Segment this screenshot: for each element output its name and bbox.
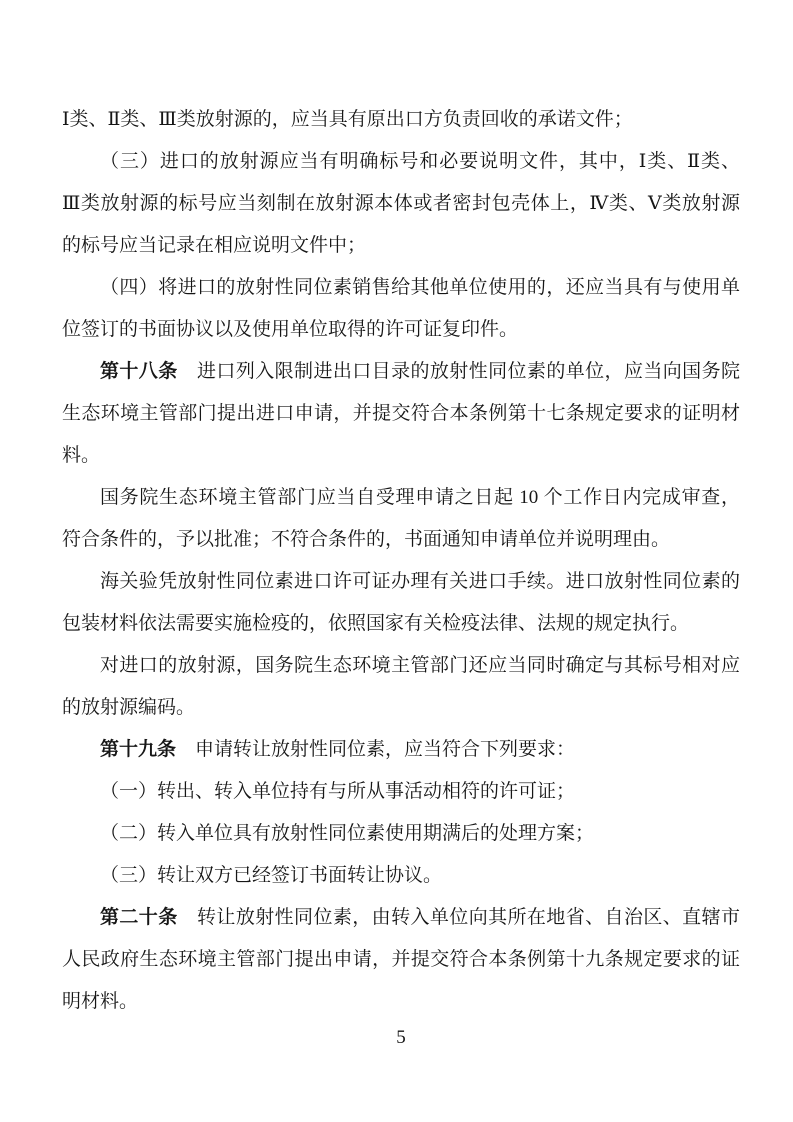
text-line [62, 267, 740, 309]
text-segment: 符合条件的，予以批准；不符合条件的，书面通知申请单位并说明理由。 [62, 529, 671, 550]
text-segment: （三）转让双方已经签订书面转让协议。 [100, 865, 443, 886]
text-line [62, 141, 740, 183]
text-line [62, 309, 740, 351]
text-segment: 国务院生态环境主管部门应当自受理申请之日起 10 个工作日内完成审查， [100, 487, 740, 508]
text-line [62, 183, 740, 225]
text-line [62, 519, 740, 561]
text-line [62, 687, 740, 729]
text-line [62, 771, 740, 813]
text-line [62, 99, 740, 141]
article-heading: 第十八条 [100, 361, 178, 382]
text-line [62, 477, 740, 519]
text-segment: Ⅲ类放射源的标号应当刻制在放射源本体或者密封包壳体上，Ⅳ类、Ⅴ类放射源 [62, 193, 740, 214]
text-segment: 申请转让放射性同位素，应当符合下列要求： [176, 739, 576, 760]
text-segment: 海关验凭放射性同位素进口许可证办理有关进口手续。进口放射性同位素的 [100, 571, 740, 592]
article-heading: 第十九条 [100, 739, 177, 760]
text-segment: 转让放射性同位素，由转入单位向其所在地省、自治区、直辖市 [177, 907, 740, 928]
text-segment: 人民政府生态环境主管部门提出申请，并提交符合本条例第十九条规定要求的证 [62, 949, 740, 970]
text-segment: 对进口的放射源，国务院生态环境主管部门还应当同时确定与其标号相对应 [100, 655, 740, 676]
text-segment: （二）转入单位具有放射性同位素使用期满后的处理方案； [100, 823, 595, 844]
text-segment: 明材料。 [62, 991, 139, 1012]
text-segment: 料。 [62, 445, 101, 466]
text-line [62, 225, 740, 267]
page-number: 5 [396, 1027, 406, 1048]
text-line [62, 981, 740, 1023]
text-line [62, 729, 740, 771]
text-line [62, 351, 740, 393]
text-line [62, 645, 740, 687]
text-line [62, 603, 740, 645]
text-line [62, 939, 740, 981]
text-segment: （三）进口的放射源应当有明确标号和必要说明文件，其中，Ⅰ类、Ⅱ类、 [100, 151, 740, 172]
text-segment: 进口列入限制进出口目录的放射性同位素的单位，应当向国务院 [177, 361, 740, 382]
text-line [62, 897, 740, 939]
text-line [62, 855, 740, 897]
text-segment: 位签订的书面协议以及使用单位取得的许可证复印件。 [62, 319, 519, 340]
text-segment: Ⅰ类、Ⅱ类、Ⅲ类放射源的，应当具有原出口方负责回收的承诺文件； [62, 109, 633, 130]
text-line [62, 561, 740, 603]
text-segment: 的标号应当记录在相应说明文件中； [62, 235, 367, 256]
document-body [62, 99, 740, 1023]
text-line [62, 435, 740, 477]
text-segment: 生态环境主管部门提出进口申请，并提交符合本条例第十七条规定要求的证明材 [62, 403, 740, 424]
text-segment: 的放射源编码。 [62, 697, 196, 718]
article-heading: 第二十条 [100, 907, 178, 928]
text-line [62, 393, 740, 435]
text-segment: 包装材料依法需要实施检疫的，依照国家有关检疫法律、法规的规定执行。 [62, 613, 690, 634]
text-segment: （一）转出、转入单位持有与所从事活动相符的许可证； [100, 781, 576, 802]
text-segment: （四）将进口的放射性同位素销售给其他单位使用的，还应当具有与使用单 [100, 277, 740, 298]
text-line [62, 813, 740, 855]
